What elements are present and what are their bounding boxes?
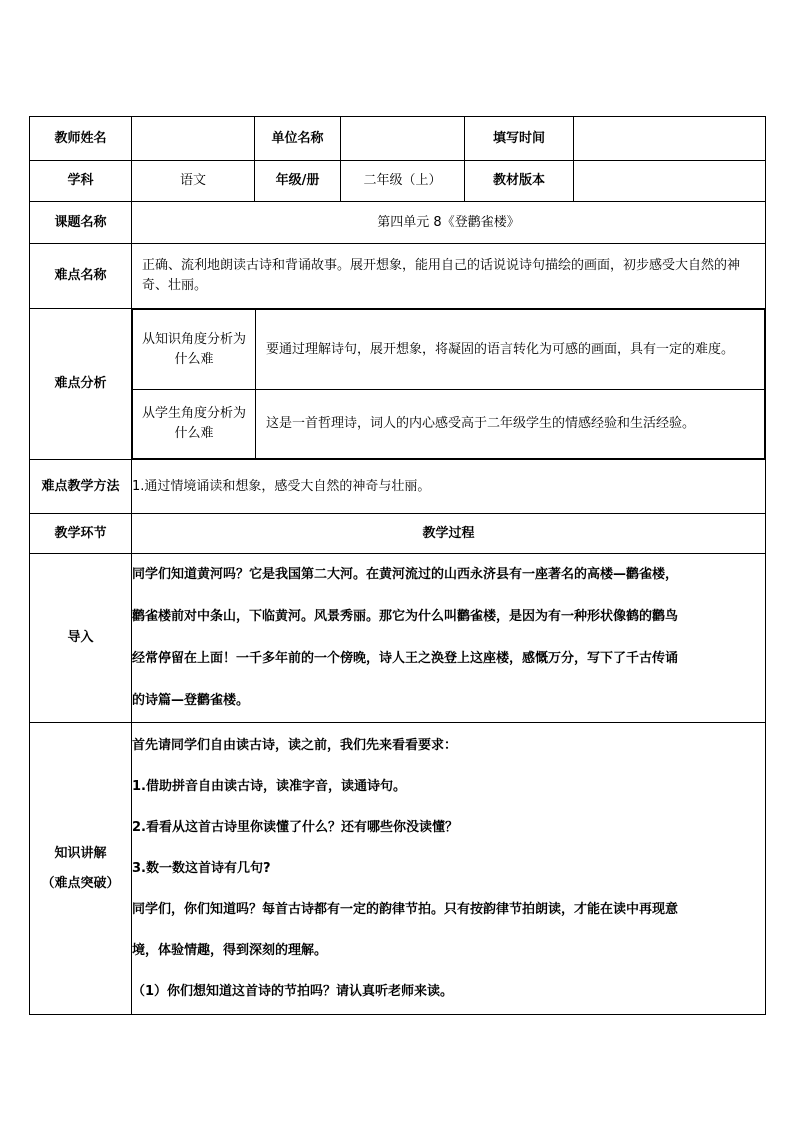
teacher-name-label: 教师姓名 [30, 117, 132, 161]
knowledge-line: 2.看看从这首古诗里你读懂了什么？还有哪些你没读懂？ [132, 820, 458, 835]
intro-line: 经常停留在上面！一千多年前的一个傍晚，诗人王之涣登上这座楼，感慨万分，写下了千古传诵 [132, 651, 679, 666]
unit-name-label: 单位名称 [255, 117, 341, 161]
method-row [30, 460, 766, 514]
knowledge-line: 1.借助拼音自由读古诗，读准字音，读通诗句。 [132, 779, 406, 794]
topic-label: 课题名称 [30, 202, 132, 244]
grade-label: 年级/册 [255, 161, 341, 202]
teacher-name-value [132, 117, 255, 161]
difficulty-cell [132, 244, 766, 309]
process-header: 教学过程 [132, 514, 766, 554]
knowledge-line: 首先请同学们自由读古诗，读之前，我们先来看看要求： [132, 738, 458, 753]
method-label: 难点教学方法 [30, 460, 132, 514]
unit-name-value [341, 117, 465, 161]
intro-content [132, 554, 766, 723]
intro-line: 的诗篇—登鹳雀楼。 [132, 693, 250, 708]
analysis-label: 难点分析 [30, 309, 132, 460]
knowledge-line: 3.数一数这首诗有几句? [132, 861, 271, 876]
intro-label: 导入 [30, 554, 132, 723]
knowledge-line: （1）你们想知道这首诗的节拍吗？请认真听老师来读。 [132, 984, 454, 999]
knowledge-content [132, 723, 766, 1015]
topic-value: 第四单元 8《登鹳雀楼》 [132, 202, 766, 244]
student-angle-label: 从学生角度分析为什么难 [141, 406, 246, 441]
subject-value: 语文 [132, 161, 255, 202]
intro-line: 同学们知道黄河吗？它是我国第二大河。在黄河流过的山西永济县有一座著名的高楼—鹳雀楼， [132, 567, 679, 582]
student-angle-value: 这是一首哲理诗，词人的内心感受高于二年级学生的情感经验和生活经验。 [266, 416, 696, 431]
knowledge-line: 境，体验情趣，得到深刻的理解。 [132, 943, 328, 958]
grade-value: 二年级（上） [341, 161, 465, 202]
knowledge-angle-cell [133, 310, 256, 390]
topic-row [30, 202, 766, 244]
process-header-row [30, 514, 766, 554]
knowledge-angle-value: 要通过理解诗句，展开想象，将凝固的语言转化为可感的画面，具有一定的难度。 [266, 341, 735, 357]
header-row-1 [30, 117, 766, 161]
knowledge-angle-value-cell [256, 310, 765, 390]
knowledge-row [30, 723, 766, 1015]
difficulty-label: 难点名称 [30, 244, 132, 309]
difficulty-value: 正确、流利地朗读古诗和背诵故事。展开想象，能用自己的话说说诗句描绘的画面，初步感受大自然的神奇、壮丽。 [142, 258, 741, 293]
student-angle-value-cell [256, 390, 765, 459]
method-value: 1.通过情境诵读和想象，感受大自然的神奇与壮丽。 [132, 460, 766, 514]
knowledge-label-cell [30, 723, 132, 1015]
fill-date-label: 填写时间 [465, 117, 574, 161]
subject-label: 学科 [30, 161, 132, 202]
difficulty-row [30, 244, 766, 309]
knowledge-label: 知识讲解 [54, 845, 107, 861]
intro-row [30, 554, 766, 723]
header-row-2 [30, 161, 766, 202]
knowledge-sublabel: （难点突破） [41, 875, 120, 891]
edition-label: 教材版本 [465, 161, 574, 202]
knowledge-angle-label: 从知识角度分析为什么难 [141, 331, 246, 367]
lesson-plan-table [29, 116, 766, 1015]
student-angle-cell [133, 390, 256, 459]
analysis-cell [132, 309, 766, 460]
intro-line: 鹳雀楼前对中条山，下临黄河。风景秀丽。那它为什么叫鹳雀楼，是因为有一种形状像鹤的鹳鸟 [132, 609, 679, 624]
analysis-subtable [132, 309, 765, 459]
edition-value [574, 161, 766, 202]
fill-date-value [574, 117, 766, 161]
analysis-row [30, 309, 766, 460]
stage-header: 教学环节 [30, 514, 132, 554]
knowledge-line: 同学们，你们知道吗？每首古诗都有一定的韵律节拍。只有按韵律节拍朗读，才能在读中再现意 [132, 902, 679, 917]
